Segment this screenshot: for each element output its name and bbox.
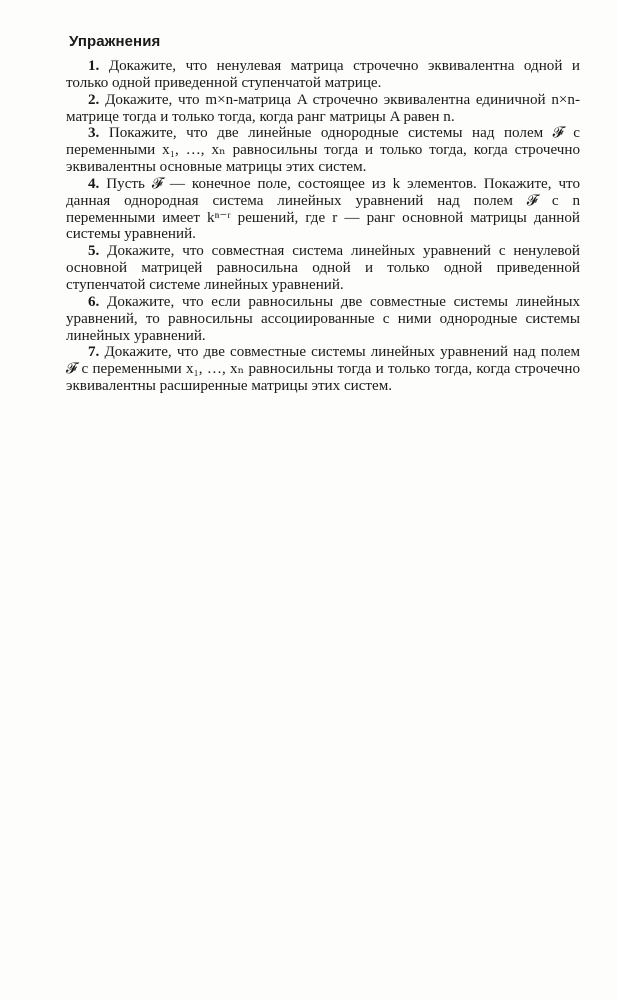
exercise-text: Докажите, что ненулевая матрица строчечно эквивалентна одной и только одной приведенной ступенчатой матрице. (66, 58, 580, 91)
exercise-number: 1. (88, 58, 100, 74)
exercise-3 (66, 125, 580, 176)
exercise-6 (66, 294, 580, 345)
exercise-list (66, 58, 580, 395)
section-heading: Упражнения (69, 33, 161, 50)
exercise-number: 5. (88, 243, 100, 260)
exercise-text: Докажите, что если равносильны две совместные системы линейных уравнений, то равносильны ассоциированные с ними однородные системы линейных уравнений. (66, 293, 581, 344)
exercise-text: Докажите, что две совместные системы линейных уравнений над полем 𝓕 с переменными x₁, …, xₙ равносильны тогда и только тогда, когда строчечно эквивалентны расширенные матрицы этих систем. (66, 344, 580, 395)
exercise-number: 4. (88, 175, 100, 192)
exercise-5 (66, 243, 580, 294)
exercise-2 (66, 92, 580, 126)
exercise-number: 7. (88, 344, 100, 361)
exercise-text: Докажите, что m×n-матрица A строчечно эквивалентна единичной n×n-матрице тогда и только тогда, когда ранг матрицы A равен n. (66, 91, 580, 125)
exercise-1 (66, 58, 580, 92)
exercise-4 (66, 176, 580, 243)
exercise-number: 3. (88, 125, 100, 142)
exercise-text: Докажите, что совместная система линейных уравнений с ненулевой основной матрицей равносильна одной и только одной приведенной ступенчатой системе линейных уравнений. (66, 243, 580, 293)
exercise-number: 2. (88, 91, 100, 108)
exercise-7 (66, 344, 580, 395)
exercise-number: 6. (88, 293, 100, 310)
exercise-text: Пусть 𝓕 — конечное поле, состоящее из k элементов. Покажите, что данная однородная система линейных уравнений над полем 𝓕 с n переменными имеет kⁿ⁻ʳ решений, где r — ранг основной матрицы данной системы уравнений. (66, 175, 580, 243)
exercise-text: Покажите, что две линейные однородные системы над полем 𝓕 с переменными x₁, …, xₙ равносильны тогда и только тогда, когда строчечно эквивалентны основные матрицы этих систем. (66, 125, 581, 176)
